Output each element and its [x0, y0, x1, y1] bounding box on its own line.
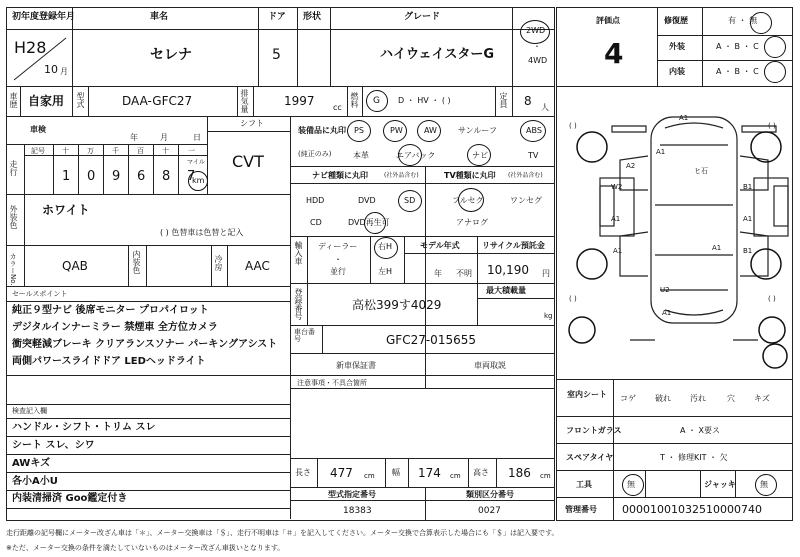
length-label: 長さ — [295, 468, 311, 477]
class-number-value: 0027 — [478, 506, 501, 516]
car-name: セレナ — [150, 47, 192, 63]
inspector-line-3: AWキズ — [12, 458, 51, 469]
type-number-value: 18383 — [343, 506, 372, 516]
shaken-day: 日 — [193, 133, 201, 142]
month-unit: 月 — [60, 67, 68, 76]
import-label: 輸入車 — [294, 241, 303, 265]
shift-label: シフト — [240, 119, 264, 128]
width-value: 174 — [418, 466, 441, 480]
jack-value: 無 — [760, 480, 768, 489]
car-name-label: 車名 — [150, 12, 169, 22]
color-no-value: QAB — [62, 259, 88, 273]
recycle-value: 10,190 — [487, 263, 529, 277]
digit-header-4: 十 — [162, 147, 169, 155]
era-year: H28 — [14, 38, 47, 57]
capacity-value: 8 — [524, 94, 532, 108]
management-number-label: 管理番号 — [565, 505, 597, 514]
recycle-label: リサイクル預託金 — [482, 241, 545, 250]
mileage-digit-0: 1 — [62, 169, 71, 184]
inspector-label: 検査記入欄 — [12, 407, 47, 415]
damage-mark-a2: A2 — [626, 162, 636, 170]
interior-color-label: 内装色 — [132, 250, 141, 274]
mileage-digit-3: 6 — [137, 169, 146, 184]
manual-label: 車両取説 — [474, 361, 506, 370]
paren-front-left: ( ) — [569, 122, 577, 130]
car-diagram — [600, 114, 788, 340]
abs-circle — [520, 120, 546, 142]
tv-title: TV種類に丸印 — [444, 171, 496, 180]
mileage-label: 走行 — [9, 160, 18, 176]
chassis-label: 車台番号 — [294, 328, 315, 343]
reg-month: 10 — [44, 63, 58, 76]
sheet-hole: 穴 — [727, 394, 735, 403]
management-number-value: 00001001032510000740 — [622, 503, 762, 516]
class-number-label: 類別区分番号 — [466, 490, 514, 499]
max-load-unit: kg — [544, 312, 553, 320]
digit-header-5: 一 — [188, 147, 195, 155]
nav-dvd: DVD — [358, 196, 376, 205]
damage-mark-w2: W2 — [611, 183, 623, 191]
model-year-y: 年 — [434, 269, 442, 278]
width-unit: cm — [450, 472, 461, 480]
paren-rear-left: ( ) — [569, 295, 577, 303]
nav-cd: CD — [310, 218, 322, 227]
door-count: 5 — [272, 47, 281, 63]
interior-sheet-label: 室内シート — [567, 390, 607, 399]
ps-circle — [347, 120, 371, 142]
displacement-value: 1997 — [284, 94, 315, 108]
footer-note-2: ※ただ、メーター交換の条件を満たしていないものはメーター改ざん車扱いとなります。 — [6, 544, 285, 552]
equip-abs: ABS — [526, 126, 542, 135]
color-no-label: カラーNo. — [9, 253, 17, 286]
sheet-burn: コゲ — [620, 394, 636, 403]
tools-label: 工具 — [576, 480, 592, 489]
displacement-label: 排気量 — [240, 89, 249, 113]
digit-header-2: 千 — [112, 147, 119, 155]
damage-mark-a1-left: A1 — [611, 215, 621, 223]
km-label: km — [192, 176, 205, 185]
registration-value: 高松399す4029 — [352, 298, 442, 312]
spare-tire-label: スペアタイヤ — [566, 453, 614, 462]
grade-label: グレード — [404, 12, 441, 22]
repair-history-options: 有 ・ 無 — [728, 16, 758, 25]
door-label: ドア — [268, 12, 286, 22]
nav-sd: SD — [404, 196, 416, 205]
digit-header-0: 十 — [62, 147, 69, 155]
length-value: 477 — [330, 466, 353, 480]
paren-front-right: ( ) — [768, 122, 776, 130]
grade-value: ハイウェイスターG — [380, 47, 495, 62]
paren-rear-right: ( ) — [768, 295, 776, 303]
equip-leather: 本革 — [353, 151, 369, 160]
fuel-g: G — [373, 96, 380, 106]
height-value: 186 — [508, 466, 531, 480]
nav-hdd: HDD — [306, 196, 325, 205]
aircon-value: AAC — [245, 259, 270, 273]
sheet-stain: 汚れ — [690, 394, 706, 403]
nav-sub: (社外品含む) — [384, 172, 419, 179]
recycle-unit: 円 — [542, 269, 550, 278]
damage-mark-a1-rear: A1 — [662, 309, 672, 317]
damage-mark-a1-front: A1 — [679, 114, 689, 122]
sd-circle — [398, 190, 422, 212]
model-year-unknown: 不明 — [456, 269, 472, 278]
new-warranty-label: 新車保証書 — [336, 361, 376, 370]
color-label: 外装色 — [9, 205, 18, 229]
damage-mark-a1-roof: A1 — [712, 244, 722, 252]
right-hand-circle — [374, 237, 398, 259]
score-value: 4 — [604, 37, 624, 70]
tools-none-circle — [622, 474, 644, 496]
displacement-unit: cc — [333, 103, 342, 112]
jack-none-circle — [755, 474, 777, 496]
tv-sub: (社外品含む) — [508, 172, 543, 179]
interior-options: A ・ B ・ C — [716, 67, 759, 76]
footer-note-1: 走行距離の記号欄にメーター改ざん車は「＊」、メーター交換車は「＄」、走行不明車は「＃」を記入してください。メーター交換で合算表示した場合にも「＄」は記入要です。 — [6, 529, 559, 537]
equip-sunroof: サンルーフ — [458, 126, 497, 135]
spare-tire-value: T ・ 修理KIT ・ 欠 — [660, 453, 728, 462]
damage-mark-u2: U2 — [660, 286, 670, 294]
mileage-digit-5: 7 — [187, 169, 196, 184]
inspector-line-2: シート スレ、シワ — [12, 440, 95, 451]
inspector-line-1: ハンドル・シフト・トリム スレ — [12, 422, 156, 433]
model-label: 型式 — [76, 92, 85, 108]
shift-value: CVT — [232, 152, 264, 171]
equip-tv: TV — [528, 151, 539, 160]
registration-label: 登録番号 — [294, 288, 303, 320]
max-load-label: 最大積載量 — [486, 286, 526, 295]
damage-mark-b1-rear-right: B1 — [743, 247, 753, 255]
sheet-scratch: キズ — [754, 394, 770, 403]
score-label: 評価点 — [596, 16, 620, 25]
right-hand: 右H — [378, 242, 393, 251]
damage-mark-a1-right: A1 — [743, 215, 753, 223]
sheet-tear: 破れ — [655, 394, 671, 403]
height-unit: cm — [540, 472, 551, 480]
airbag-circle — [398, 144, 422, 166]
damage-mark-b1-right: B1 — [743, 183, 753, 191]
fuel-g-circle — [366, 90, 388, 112]
exterior-options: A ・ B ・ C — [716, 42, 759, 51]
km-circle — [188, 171, 208, 191]
import-parallel: 並行 — [330, 267, 346, 276]
repair-none-circle — [750, 12, 772, 34]
windshield-value: A ・ X要ス — [680, 426, 721, 435]
damage-mark-a1-hood: A1 — [656, 148, 666, 156]
mileage-digit-4: 8 — [162, 169, 171, 184]
equipment-label: 装備品に丸印 — [298, 126, 346, 135]
capacity-unit: 人 — [541, 103, 549, 112]
shaken-label: 車検 — [30, 125, 46, 134]
sales-point-2: デジタルインナーミラー 禁煙車 全方位カメラ — [12, 322, 218, 333]
equip-navi: ナビ — [472, 151, 488, 160]
capacity-label: 定員 — [499, 92, 508, 108]
left-hand: 左H — [378, 267, 393, 276]
sales-point-3: 衝突軽減ブレーキ クリアランスソナー パーキングアシスト — [12, 339, 278, 350]
notes-label: 注意事項・不具合箇所 — [297, 379, 367, 387]
inspector-line-4: 各小A小U — [12, 476, 58, 487]
equip-ps: PS — [354, 126, 364, 135]
usage-value: 自家用 — [28, 94, 65, 108]
interior-c-circle — [764, 61, 786, 83]
equipment-sub: (純正のみ) — [298, 150, 332, 158]
exterior-c-circle — [764, 36, 786, 58]
tv-oneseg: ワンセグ — [510, 196, 542, 205]
pw-circle — [383, 120, 407, 142]
chassis-value: GFC27-015655 — [386, 333, 476, 347]
color-value: ホワイト — [42, 203, 90, 217]
width-label: 幅 — [392, 468, 400, 477]
equip-airbag: エアバック — [396, 151, 436, 160]
aw-circle — [417, 120, 441, 142]
equip-aw: AW — [424, 126, 437, 135]
mileage-marker: 記号 — [31, 147, 45, 155]
navi-circle — [467, 144, 491, 166]
sales-points-label: セールスポイント — [12, 290, 68, 298]
digit-header-3: 百 — [137, 147, 144, 155]
shaken-year: 年 — [130, 133, 138, 142]
drive-2wd-circle — [520, 20, 550, 44]
damage-mark-a1-rear-left: A1 — [613, 247, 623, 255]
fullseg-circle — [458, 188, 484, 212]
height-label: 高さ — [473, 468, 489, 477]
color-note: ( ) 色替車は色替と記入 — [160, 228, 244, 237]
jack-label: ジャッキ — [704, 480, 736, 489]
tv-analog: アナログ — [456, 218, 488, 227]
sales-point-4: 両側パワースライドドア LEDヘッドライト — [12, 356, 206, 367]
digit-header-1: 万 — [87, 147, 94, 155]
mile-label: マイル — [187, 159, 205, 166]
drive-4wd: 4WD — [528, 56, 548, 65]
tools-value: 無 — [627, 480, 635, 489]
fuel-label: 燃料 — [350, 92, 359, 108]
import-dot: ・ — [334, 255, 342, 264]
type-number-label: 型式指定番号 — [328, 490, 376, 499]
equip-pw: PW — [390, 126, 403, 135]
inspector-line-5: 内装清掃済 Goo鑑定付き — [12, 493, 128, 504]
nav-dvd-play: DVD再生可 — [348, 218, 390, 227]
mileage-digit-1: 0 — [87, 169, 96, 184]
reg-year-label: 初年度登録年月 — [12, 12, 76, 22]
shaken-month: 月 — [160, 133, 168, 142]
interior-label: 内装 — [669, 67, 685, 76]
damage-mark-chip: ヒ石 — [694, 167, 708, 175]
length-unit: cm — [364, 472, 375, 480]
exterior-label: 外装 — [669, 42, 685, 51]
drive-2wd: 2WD — [526, 26, 546, 35]
import-dealer: ディーラー — [318, 242, 358, 251]
nav-title: ナビ種類に丸印 — [312, 171, 368, 180]
fuel-options: D ・ HV ・ ( ) — [398, 96, 451, 105]
mileage-digit-2: 9 — [112, 169, 121, 184]
tv-fullseg: フルセグ — [452, 196, 484, 205]
repair-history-label: 修復歴 — [664, 16, 688, 25]
usage-label: 車歴 — [9, 92, 18, 108]
model-year-label: モデル年式 — [420, 241, 460, 250]
sales-point-1: 純正９型ナビ 後席モニター プロパイロット — [12, 305, 209, 316]
model-value: DAA-GFC27 — [122, 94, 193, 108]
windshield-label: フロントガラス — [566, 426, 622, 435]
shape-label: 形状 — [303, 12, 322, 22]
aircon-label: 冷房 — [214, 255, 223, 271]
drive-dot: ・ — [533, 42, 541, 51]
dvd-play-circle — [364, 212, 386, 234]
